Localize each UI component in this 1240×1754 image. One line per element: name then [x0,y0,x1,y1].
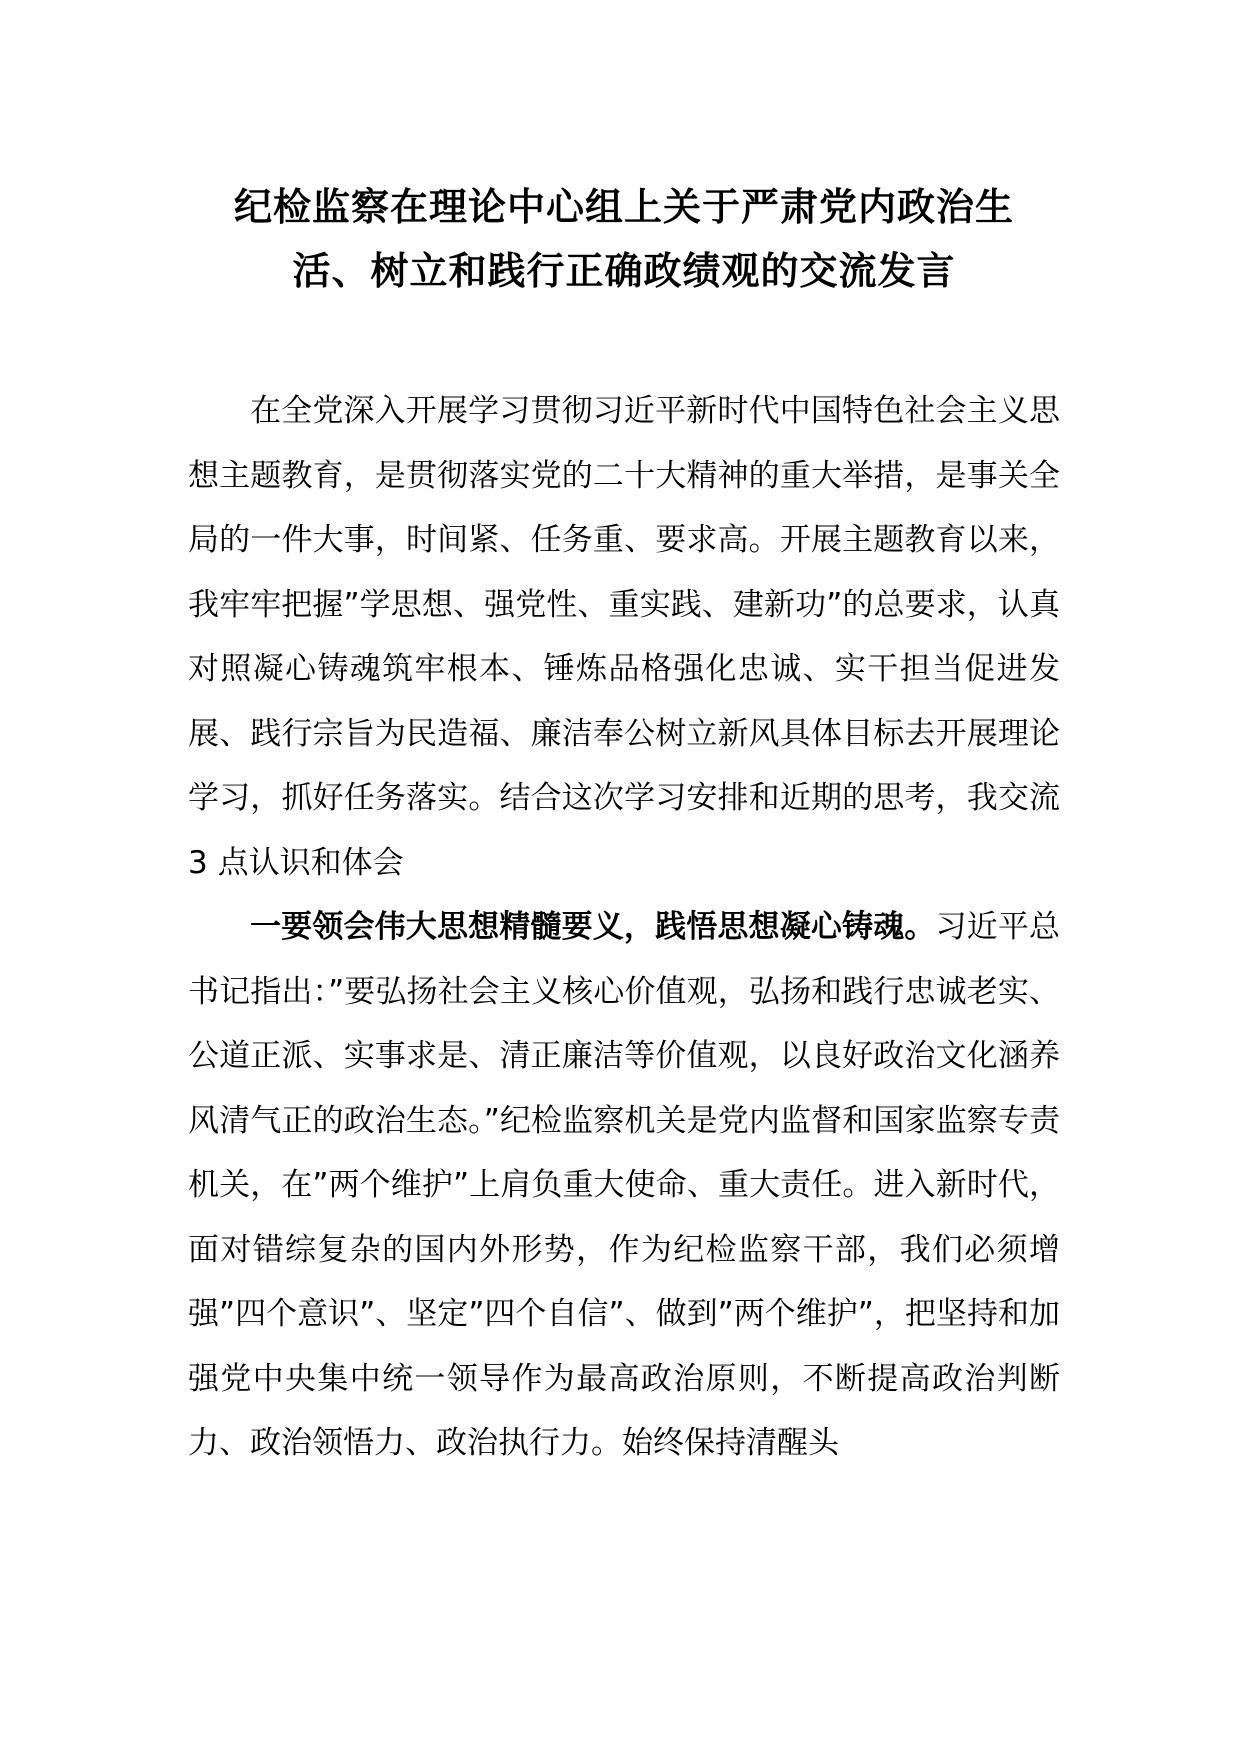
document-title [188,175,1060,303]
paragraph-intro: 在全党深入开展学习贯彻习近平新时代中国特色社会主义思想主题教育，是贯彻落实党的二十大精神的重大举措，是事关全局的一件大事，时间紧、任务重、要求高。开展主题教育以来，我牢牢把握”学思想、强党性、重实践、建新功”的总要求，认真对照凝心铸魂筑牢根本、锤炼品格强化忠诚、实干担当促进发展、践行宗旨为民造福、廉洁奉公树立新风具体目标去开展理论学习，抓好任务落实。结合这次学习安排和近期的思考，我交流 3 点认识和体会 [188,393,1060,881]
paragraph-point-one [188,895,1060,1476]
title-line-2: 活、树立和践行正确政绩观的交流发言 [292,249,956,293]
title-line-1: 纪检监察在理论中心组上关于严肃党内政治生 [233,185,1014,229]
paragraph-point-one-heading: 一要领会伟大思想精髓要义，践悟思想凝心铸魂。 [250,909,936,945]
paragraph-point-one-text: 习近平总书记指出：”要弘扬社会主义核心价值观，弘扬和践行忠诚老实、公道正派、实事求是、清正廉洁等价值观，以良好政治文化涵养风清气正的政治生态。”纪检监察机关是党内监督和国家监察专责机关，在”两个维护”上肩负重大使命、重大责任。进入新时代，面对错综复杂的国内外形势，作为纪检监察干部，我们必须增强”四个意识”、坚定”四个自信”、做到”两个维护”，把坚持和加强党中央集中统一领导作为最高政治原则，不断提高政治判断力、政治领悟力、政治执行力。始终保持清醒头 [188,909,1061,1461]
document-body [188,379,1060,1476]
